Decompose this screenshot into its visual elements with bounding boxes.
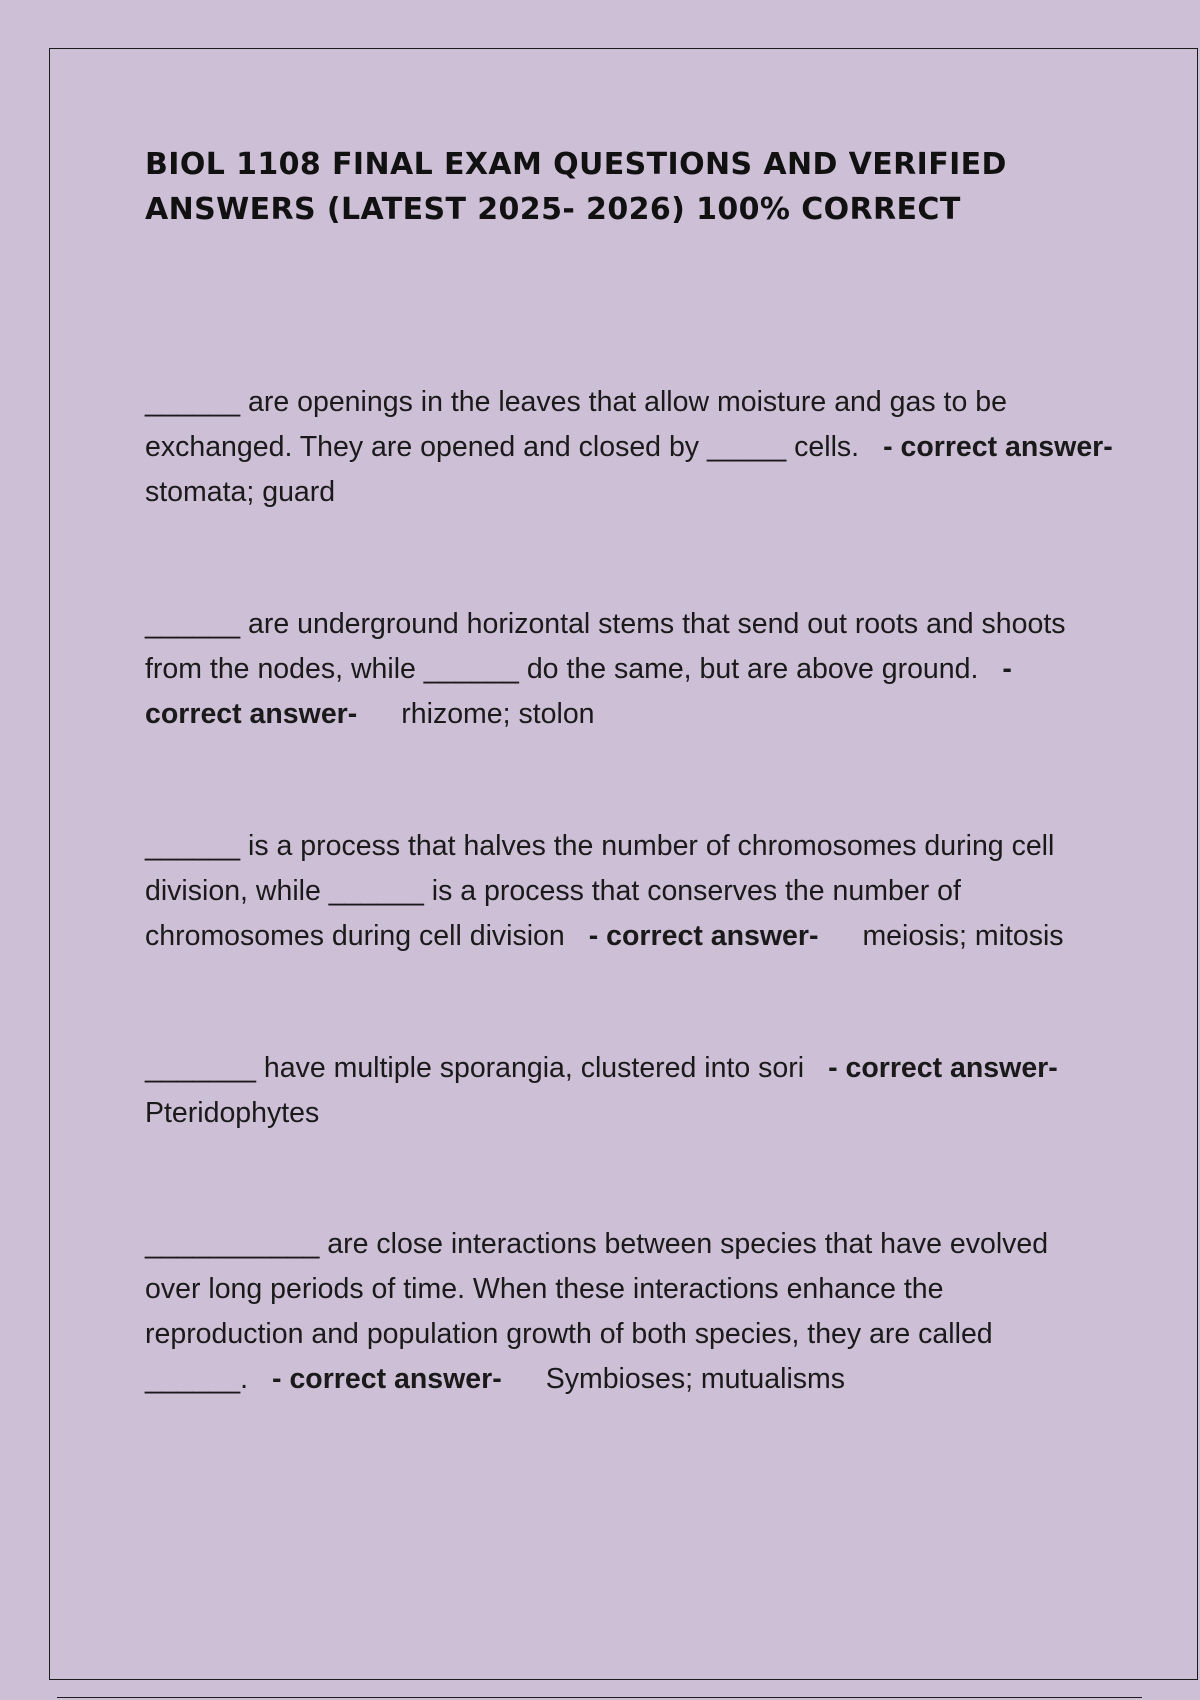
qa-item-5 — [145, 1222, 1125, 1402]
question-text: exchanged. They are opened and closed by _____ cells. — [145, 431, 860, 463]
question-text: ______ are underground horizontal stems that send out roots and shoots — [145, 608, 1066, 640]
qa-item-4 — [145, 1046, 1125, 1136]
question-text: ______ are openings in the leaves that allow moisture and gas to be — [145, 386, 1007, 418]
question-text: from the nodes, while ______ do the same, but are above ground. — [145, 653, 979, 685]
qa-line — [145, 1091, 1125, 1136]
question-text: chromosomes during cell division — [145, 920, 565, 952]
answer-text: meiosis; mitosis — [862, 920, 1064, 952]
qa-line — [145, 425, 1125, 470]
qa-line — [145, 692, 1125, 737]
document-title — [145, 142, 1105, 232]
qa-line — [145, 380, 1125, 425]
title-line-1: BIOL 1108 FINAL EXAM QUESTIONS AND VERIFIED — [145, 147, 1007, 182]
qa-item-2 — [145, 602, 1125, 737]
qa-line — [145, 1357, 1125, 1402]
qa-line — [145, 869, 1125, 914]
correct-answer-marker: - — [1002, 653, 1012, 685]
question-text: ___________ are close interactions between species that have evolved — [145, 1228, 1049, 1260]
answer-text: Symbioses; mutualisms — [545, 1363, 846, 1395]
qa-line — [145, 602, 1125, 647]
question-text: reproduction and population growth of both species, they are called — [145, 1318, 993, 1350]
title-line-2: ANSWERS (LATEST 2025- 2026) 100% CORRECT — [145, 192, 961, 227]
qa-line — [145, 1222, 1125, 1267]
qa-line — [145, 1267, 1125, 1312]
correct-answer-marker: - correct answer- — [883, 431, 1113, 463]
qa-item-1 — [145, 380, 1125, 515]
question-text: _______ have multiple sporangia, clustered into sori — [145, 1052, 805, 1084]
answer-text: stomata; guard — [145, 476, 336, 508]
qa-line — [145, 470, 1125, 515]
question-text: over long periods of time. When these interactions enhance the — [145, 1273, 944, 1305]
qa-line — [145, 914, 1125, 959]
qa-item-3 — [145, 824, 1125, 959]
correct-answer-marker: - correct answer- — [588, 920, 819, 952]
answer-text: rhizome; stolon — [401, 698, 595, 730]
qa-line — [145, 824, 1125, 869]
question-text: division, while ______ is a process that conserves the number of — [145, 875, 961, 907]
question-text: ______. — [145, 1363, 249, 1395]
correct-answer-marker: correct answer- — [145, 698, 358, 730]
correct-answer-marker: - correct answer- — [828, 1052, 1058, 1084]
qa-line — [145, 1312, 1125, 1357]
correct-answer-marker: - correct answer- — [272, 1363, 502, 1395]
question-text: ______ is a process that halves the number of chromosomes during cell — [145, 830, 1055, 862]
answer-text: Pteridophytes — [145, 1097, 320, 1129]
bottom-rule — [57, 1697, 1142, 1698]
qa-line — [145, 1046, 1125, 1091]
qa-line — [145, 647, 1125, 692]
